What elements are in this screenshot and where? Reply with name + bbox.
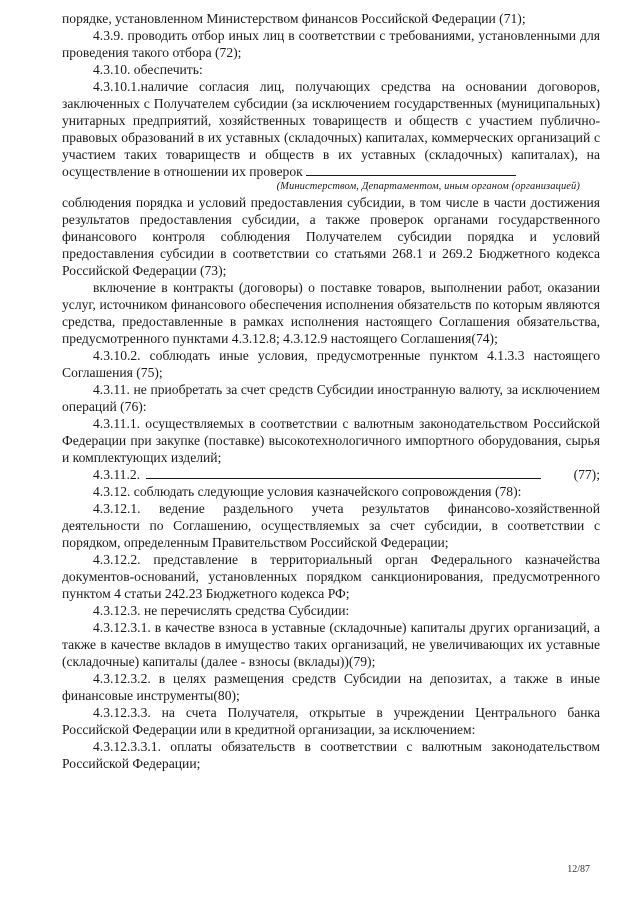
blank-item [62,466,600,483]
paragraph: 4.3.12.1. ведение раздельного учета результатов финансово-хозяйственной деятельности по Соглашению, осуществляемых за счет субсидии, в соответствии с порядком, определенным Правительством Российской Федерации; [62,501,600,550]
paragraph: 4.3.12.3.3. на счета Получателя, открытые в учреждении Центрального банка Российской Федерации или в кредитной организации, за исключением: [62,705,600,737]
blank-item-number: 4.3.11.2. [93,467,141,482]
document-body [62,10,600,772]
paragraph-text: 4.3.10.1.наличие согласия лиц, получающих средства на основании договоров, заключенных с Получателем субсидии (за исключением государственных (муниципальных) унитарных предприятий, хозяйственных товариществ и обществ с участием публично-правовых образований в их уставных (складочных) капиталах, коммерческих организаций с участием таких товариществ и обществ в их уставных (складочных) капиталах), на осуществление в отношении их проверок [62,79,600,179]
signature-caption: (Министерством, Департаментом, иным органом (организацией) [276,181,580,192]
paragraph: 4.3.12.3.2. в целях размещения средств Субсидии на депозитах, а также в иные финансовые инструменты(80); [62,671,600,703]
paragraph: 4.3.12.2. представление в территориальный орган Федерального казначейства документов-оснований, установленных порядком санкционирования, предусмотренного пунктом 4 статьи 242.23 Бюджетного кодекса РФ; [62,552,600,601]
fill-in-blank [306,163,516,176]
paragraph: 4.3.10. обеспечить: [93,62,203,77]
paragraph [62,78,600,180]
paragraph: соблюдения порядка и условий предоставления субсидии, в том числе в части достижения результатов предоставления субсидии, а также проверок органами государственного финансового контроля соблюдения Получателем субсидии порядка и условий предоставления субсидии в соответствии со статьями 268.1 и 269.2 Бюджетного кодекса Российской Федерации (73); [62,195,600,278]
page-number: 12/87 [567,864,590,875]
paragraph: 4.3.12.3.3.1. оплаты обязательств в соответствии с валютным законодательством Российской Федерации; [62,739,600,771]
paragraph: порядке, установленном Министерством финансов Российской Федерации (71); [62,11,526,26]
paragraph: 4.3.11.1. осуществляемых в соответствии с валютным законодательством Российской Федерации при закупке (поставке) высокотехнологичного импортного оборудования, сырья и комплектующих изделий; [62,416,600,465]
paragraph: 4.3.12.3. не перечислять средства Субсидии: [93,603,350,618]
blank-item-footnote: (77); [573,467,600,482]
fill-in-blank [146,466,540,479]
paragraph: 4.3.11. не приобретать за счет средств Субсидии иностранную валюту, за исключением операций (76): [62,382,600,414]
paragraph: включение в контракты (договоры) о поставке товаров, выполнении работ, оказании услуг, источником финансового обеспечения исполнения обязательств по которым являются средства, предоставленные в рамках исполнения настоящего Соглашения обязательства, предусмотренного пунктами 4.3.12.8; 4.3.12.9 настоящего Соглашения(74); [62,280,600,346]
paragraph: 4.3.10.2. соблюдать иные условия, предусмотренные пунктом 4.1.3.3 настоящего Соглашения (75); [62,348,600,380]
paragraph: 4.3.12. соблюдать следующие условия казначейского сопровождения (78): [93,484,522,499]
paragraph: 4.3.9. проводить отбор иных лиц в соответствии с требованиями, установленными для проведения такого отбора (72); [62,28,600,60]
paragraph: 4.3.12.3.1. в качестве взноса в уставные (складочные) капиталы других организаций, а также в качестве вкладов в имущество таких организаций, не увеличивающих их уставные (складочные) капиталы (далее - взносы (вклады))(79); [62,620,600,669]
